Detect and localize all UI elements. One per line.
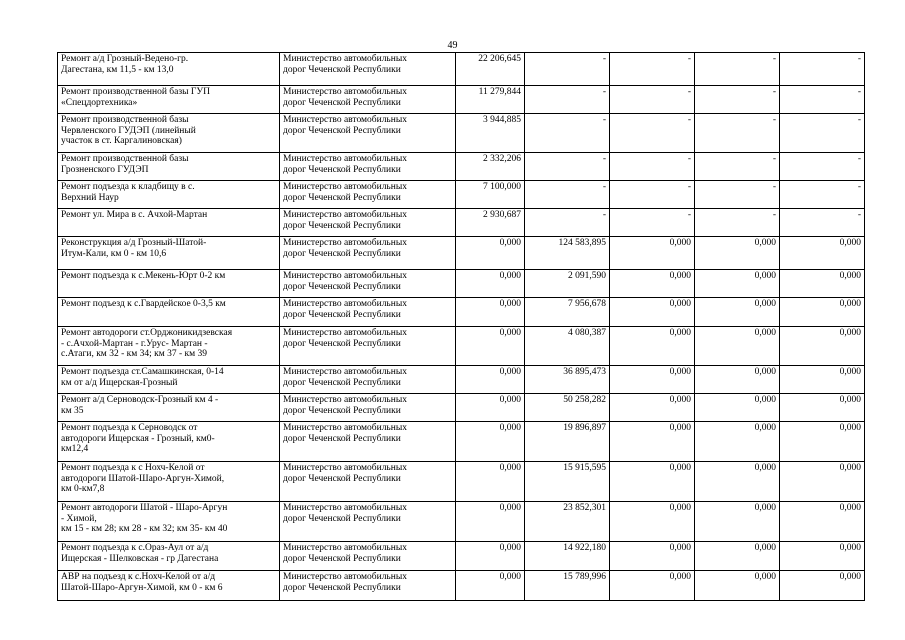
value-cell-3: - xyxy=(610,114,695,153)
value-cell-4: 0,000 xyxy=(695,237,780,270)
value-cell-1: 22 206,645 xyxy=(456,53,525,86)
table-row xyxy=(58,209,865,237)
value-cell-3: 0,000 xyxy=(610,366,695,394)
value-cell-5: 0,000 xyxy=(780,571,865,601)
work-name-cell: Ремонт производственной базы Червленского ГУДЭП (линейный участок в ст. Каргалиновская) xyxy=(58,114,280,153)
value-cell-1: 0,000 xyxy=(456,366,525,394)
value-cell-3: 0,000 xyxy=(610,542,695,571)
organization-cell: Министерство автомобильных дорог Чеченской Республики xyxy=(280,153,456,181)
value-cell-5: 0,000 xyxy=(780,394,865,422)
value-cell-1: 2 332,206 xyxy=(456,153,525,181)
page-number: 49 xyxy=(447,40,458,51)
work-name-cell: Ремонт производственной базы Грозненского ГУДЭП xyxy=(58,153,280,181)
value-cell-1: 0,000 xyxy=(456,298,525,327)
value-cell-3: 0,000 xyxy=(610,571,695,601)
value-cell-2: 36 895,473 xyxy=(525,366,610,394)
value-cell-4: 0,000 xyxy=(695,327,780,366)
table-body xyxy=(58,53,865,601)
value-cell-5: - xyxy=(780,114,865,153)
value-cell-5: - xyxy=(780,209,865,237)
value-cell-2: 7 956,678 xyxy=(525,298,610,327)
value-cell-2: 50 258,282 xyxy=(525,394,610,422)
value-cell-5: - xyxy=(780,181,865,209)
value-cell-3: 0,000 xyxy=(610,462,695,502)
value-cell-1: 0,000 xyxy=(456,571,525,601)
value-cell-1: 0,000 xyxy=(456,327,525,366)
table-row xyxy=(58,462,865,502)
work-name-cell: Ремонт автодороги ст.Орджоникидзевская - с.Ачхой-Мартан - г.Урус- Мартан - с.Атаги, км 32 - км 34; км 37 - км 39 xyxy=(58,327,280,366)
table-row xyxy=(58,153,865,181)
table-row xyxy=(58,86,865,114)
organization-cell: Министерство автомобильных дорог Чеченской Республики xyxy=(280,270,456,298)
value-cell-1: 0,000 xyxy=(456,237,525,270)
work-name-cell: АВР на подъезд к с.Нохч-Келой от а/д Шатой-Шаро-Аргун-Химой, км 0 - км 6 xyxy=(58,571,280,601)
value-cell-2: - xyxy=(525,209,610,237)
value-cell-4: 0,000 xyxy=(695,571,780,601)
work-name-cell: Ремонт подъезда к кладбищу в с. Верхний Наур xyxy=(58,181,280,209)
value-cell-3: 0,000 xyxy=(610,394,695,422)
value-cell-5: 0,000 xyxy=(780,237,865,270)
work-name-cell: Ремонт подъезда к с.Ораз-Аул от а/д Ищерская - Шелковская - гр Дагестана xyxy=(58,542,280,571)
work-name-cell: Ремонт подъезд к с.Гвардейское 0-3,5 км xyxy=(58,298,280,327)
work-name-cell: Ремонт автодороги Шатой - Шаро-Аргун - Химой, км 15 - км 28; км 28 - км 32; км 35- км 40 xyxy=(58,502,280,542)
value-cell-1: 0,000 xyxy=(456,422,525,462)
value-cell-5: 0,000 xyxy=(780,270,865,298)
value-cell-4: 0,000 xyxy=(695,270,780,298)
value-cell-2: 15 789,996 xyxy=(525,571,610,601)
table-row xyxy=(58,298,865,327)
value-cell-2: - xyxy=(525,114,610,153)
value-cell-4: 0,000 xyxy=(695,394,780,422)
value-cell-5: - xyxy=(780,153,865,181)
value-cell-4: 0,000 xyxy=(695,366,780,394)
value-cell-3: - xyxy=(610,181,695,209)
value-cell-2: 124 583,895 xyxy=(525,237,610,270)
value-cell-2: - xyxy=(525,153,610,181)
value-cell-5: 0,000 xyxy=(780,462,865,502)
value-cell-4: 0,000 xyxy=(695,502,780,542)
value-cell-3: - xyxy=(610,153,695,181)
table-row xyxy=(58,237,865,270)
value-cell-3: - xyxy=(610,86,695,114)
value-cell-2: - xyxy=(525,181,610,209)
value-cell-2: 4 080,387 xyxy=(525,327,610,366)
value-cell-1: 3 944,885 xyxy=(456,114,525,153)
value-cell-1: 7 100,000 xyxy=(456,181,525,209)
organization-cell: Министерство автомобильных дорог Чеченской Республики xyxy=(280,366,456,394)
organization-cell: Министерство автомобильных дорог Чеченской Республики xyxy=(280,327,456,366)
value-cell-2: 23 852,301 xyxy=(525,502,610,542)
value-cell-2: 2 091,590 xyxy=(525,270,610,298)
value-cell-5: - xyxy=(780,53,865,86)
value-cell-4: - xyxy=(695,53,780,86)
table-row xyxy=(58,422,865,462)
work-name-cell: Ремонт а/д Грозный-Ведено-гр. Дагестана, км 11,5 - км 13,0 xyxy=(58,53,280,86)
organization-cell: Министерство автомобильных дорог Чеченской Республики xyxy=(280,114,456,153)
table-row xyxy=(58,114,865,153)
table-row xyxy=(58,181,865,209)
work-name-cell: Ремонт а/д Серноводск-Грозный км 4 - км 35 xyxy=(58,394,280,422)
value-cell-4: 0,000 xyxy=(695,298,780,327)
value-cell-5: 0,000 xyxy=(780,298,865,327)
value-cell-5: 0,000 xyxy=(780,422,865,462)
value-cell-2: 19 896,897 xyxy=(525,422,610,462)
organization-cell: Министерство автомобильных дорог Чеченской Республики xyxy=(280,53,456,86)
value-cell-3: 0,000 xyxy=(610,422,695,462)
organization-cell: Министерство автомобильных дорог Чеченской Республики xyxy=(280,181,456,209)
value-cell-5: 0,000 xyxy=(780,366,865,394)
work-name-cell: Ремонт производственной базы ГУП «Спецдортехника» xyxy=(58,86,280,114)
value-cell-2: - xyxy=(525,86,610,114)
organization-cell: Министерство автомобильных дорог Чеченской Республики xyxy=(280,86,456,114)
table-row xyxy=(58,542,865,571)
value-cell-4: 0,000 xyxy=(695,462,780,502)
value-cell-4: 0,000 xyxy=(695,542,780,571)
value-cell-1: 0,000 xyxy=(456,270,525,298)
organization-cell: Министерство автомобильных дорог Чеченской Республики xyxy=(280,237,456,270)
work-name-cell: Ремонт подъезда к с.Мекень-Юрт 0-2 км xyxy=(58,270,280,298)
value-cell-1: 11 279,844 xyxy=(456,86,525,114)
budget-table xyxy=(57,52,865,601)
value-cell-3: 0,000 xyxy=(610,327,695,366)
value-cell-3: 0,000 xyxy=(610,298,695,327)
value-cell-3: 0,000 xyxy=(610,270,695,298)
value-cell-3: 0,000 xyxy=(610,237,695,270)
organization-cell: Министерство автомобильных дорог Чеченской Республики xyxy=(280,462,456,502)
value-cell-4: - xyxy=(695,181,780,209)
table-row xyxy=(58,270,865,298)
work-name-cell: Ремонт ул. Мира в с. Ачхой-Мартан xyxy=(58,209,280,237)
table-row xyxy=(58,502,865,542)
table-row xyxy=(58,571,865,601)
value-cell-5: 0,000 xyxy=(780,542,865,571)
table-row xyxy=(58,366,865,394)
work-name-cell: Реконструкция а/д Грозный-Шатой- Итум-Кали, км 0 - км 10,6 xyxy=(58,237,280,270)
value-cell-3: - xyxy=(610,209,695,237)
organization-cell: Министерство автомобильных дорог Чеченской Республики xyxy=(280,298,456,327)
organization-cell: Министерство автомобильных дорог Чеченской Республики xyxy=(280,209,456,237)
table-row xyxy=(58,394,865,422)
value-cell-4: - xyxy=(695,153,780,181)
work-name-cell: Ремонт подъезда ст.Самашкинская, 0-14 км от а/д Ищерская-Грозный xyxy=(58,366,280,394)
value-cell-2: 15 915,595 xyxy=(525,462,610,502)
value-cell-5: 0,000 xyxy=(780,502,865,542)
organization-cell: Министерство автомобильных дорог Чеченской Республики xyxy=(280,422,456,462)
value-cell-4: - xyxy=(695,86,780,114)
value-cell-1: 0,000 xyxy=(456,394,525,422)
value-cell-1: 2 930,687 xyxy=(456,209,525,237)
value-cell-3: - xyxy=(610,53,695,86)
work-name-cell: Ремонт подъезда к Серноводск от автодороги Ищерская - Грозный, км0- км12,4 xyxy=(58,422,280,462)
table-row xyxy=(58,327,865,366)
organization-cell: Министерство автомобильных дорог Чеченской Республики xyxy=(280,502,456,542)
value-cell-4: - xyxy=(695,209,780,237)
value-cell-4: - xyxy=(695,114,780,153)
value-cell-5: 0,000 xyxy=(780,327,865,366)
value-cell-1: 0,000 xyxy=(456,502,525,542)
work-name-cell: Ремонт подъезда к с Нохч-Келой от автодороги Шатой-Шаро-Аргун-Химой, км 0-км7,8 xyxy=(58,462,280,502)
value-cell-5: - xyxy=(780,86,865,114)
value-cell-2: 14 922,180 xyxy=(525,542,610,571)
table-row xyxy=(58,53,865,86)
value-cell-1: 0,000 xyxy=(456,462,525,502)
organization-cell: Министерство автомобильных дорог Чеченской Республики xyxy=(280,542,456,571)
value-cell-4: 0,000 xyxy=(695,422,780,462)
value-cell-2: - xyxy=(525,53,610,86)
organization-cell: Министерство автомобильных дорог Чеченской Республики xyxy=(280,394,456,422)
organization-cell: Министерство автомобильных дорог Чеченской Республики xyxy=(280,571,456,601)
value-cell-3: 0,000 xyxy=(610,502,695,542)
value-cell-1: 0,000 xyxy=(456,542,525,571)
